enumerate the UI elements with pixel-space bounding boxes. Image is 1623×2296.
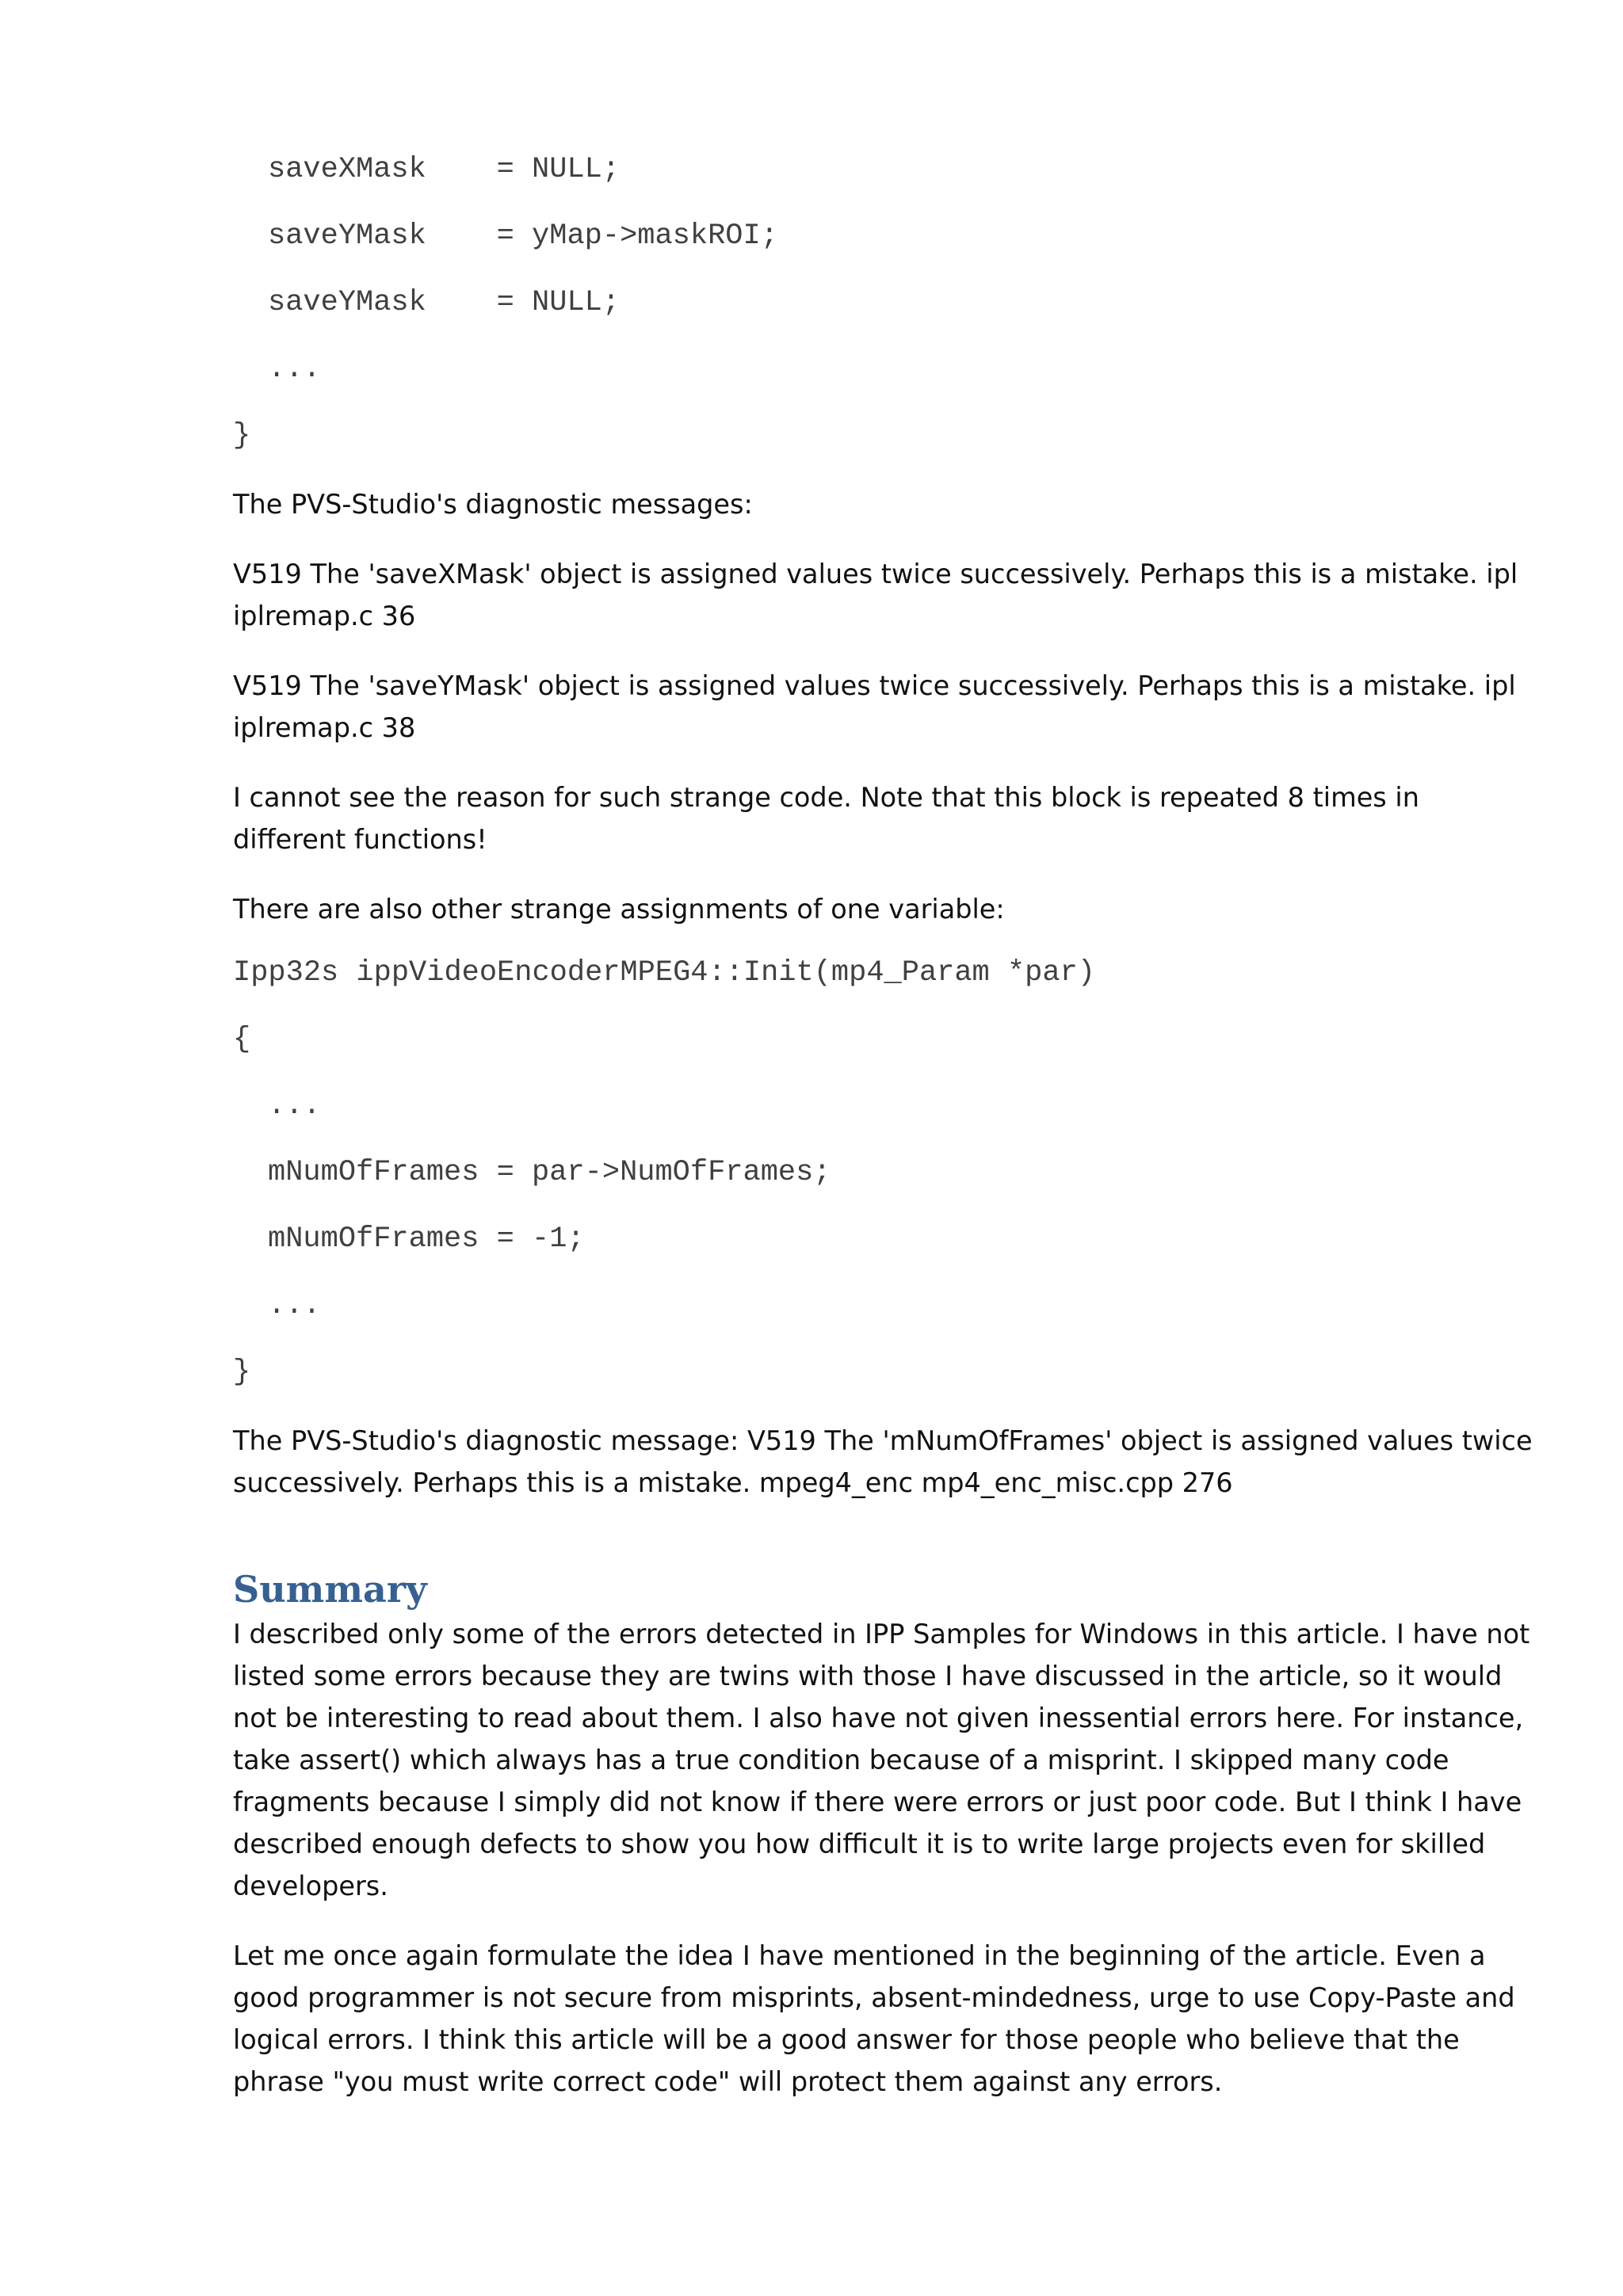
code-line: ... xyxy=(268,1089,321,1123)
diagnostic-message: V519 The 'saveXMask' object is assigned values twice successively. Perhaps this is a mistake. ipl iplremap.c 36 xyxy=(233,559,1518,631)
body-paragraph: I cannot see the reason for such strange code. Note that this block is repeated 8 times in different functions! xyxy=(233,782,1419,855)
code-line: saveXMask = NULL; xyxy=(268,153,621,186)
body-paragraph: There are also other strange assignments of one variable: xyxy=(233,894,1005,925)
code-block-encoder-init xyxy=(233,954,1533,1420)
code-line: } xyxy=(233,1356,251,1389)
code-line: ... xyxy=(268,353,321,386)
code-line: { xyxy=(233,1023,251,1056)
section-heading-summary: Summary xyxy=(233,1568,427,1611)
diagnostic-intro: The PVS-Studio's diagnostic messages: xyxy=(233,489,753,520)
code-line: ... xyxy=(268,1289,321,1322)
summary-paragraph: Let me once again formulate the idea I have mentioned in the beginning of the article. Even a good programmer is not secure from misprints, absent-mindedness, urge to use Copy-Paste and logical errors. I think this article will be a good answer for those people who believe that the phrase "you must write correct code" will protect them against any errors. xyxy=(233,1940,1515,2097)
code-line: } xyxy=(233,419,251,452)
code-line: Ipp32s ippVideoEncoderMPEG4::Init(mp4_Param *par) xyxy=(233,956,1095,990)
diagnostic-message: The PVS-Studio's diagnostic message: V519 The 'mNumOfFrames' object is assigned values twice successively. Perhaps this is a mistake. mpeg4_enc mp4_enc_misc.cpp 276 xyxy=(233,1425,1533,1498)
code-block-remap xyxy=(233,151,1533,483)
document-content xyxy=(233,151,1533,2103)
code-line: mNumOfFrames = par->NumOfFrames; xyxy=(268,1156,831,1189)
summary-paragraph: I described only some of the errors detected in IPP Samples for Windows in this article. I have not listed some errors because they are twins with those I have discussed in the article, so it would not be interesting to read about them. I also have not given inessential errors here. For instance, take assert() which always has a true condition because of a misprint. I skipped many code fragments because I simply did not know if there were errors or just poor code. But I think I have described enough defects to show you how difficult it is to write large projects even for skilled developers. xyxy=(233,1619,1530,1901)
diagnostic-message: V519 The 'saveYMask' object is assigned values twice successively. Perhaps this is a mistake. ipl iplremap.c 38 xyxy=(233,670,1516,743)
code-line: saveYMask = yMap->maskROI; xyxy=(268,219,778,253)
code-line: saveYMask = NULL; xyxy=(268,286,621,319)
code-line: mNumOfFrames = -1; xyxy=(268,1222,585,1256)
